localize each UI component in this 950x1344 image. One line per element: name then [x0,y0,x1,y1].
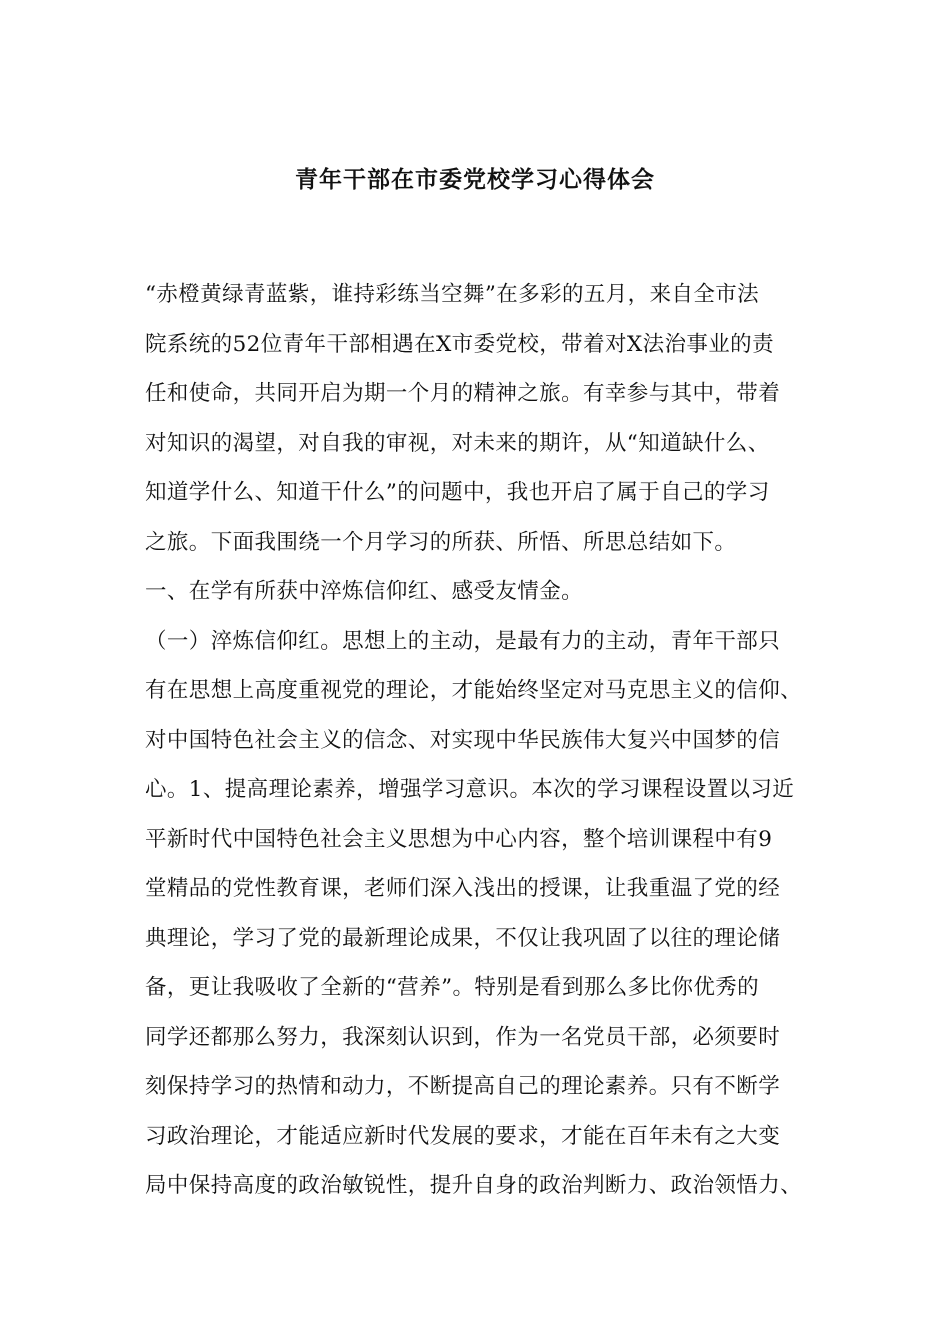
body-line: 之旅。下面我围绕一个月学习的所获、所悟、所思总结如下。 [145,529,737,555]
body-line: 有在思想上高度重视党的理论，才能始终坚定对马克思主义的信仰、 [145,678,803,703]
section-heading: 一、在学有所获中淬炼信仰红、感受友情金。 [145,579,584,604]
body-line: 院系统的52位青年干部相遇在X市委党校，带着对X法治事业的责 [145,331,774,357]
document-body [145,278,825,1219]
body-line: “赤橙黄绿青蓝紫，谁持彩练当空舞”在多彩的五月，来自全市法 [145,282,760,307]
body-line: 知道学什么、知道干什么”的问题中，我也开启了属于自己的学习 [145,480,770,505]
body-line: 对中国特色社会主义的信念、对实现中华民族伟大复兴中国梦的信 [145,727,781,753]
body-line: 任和使命，共同开启为期一个月的精神之旅。有幸参与其中，带着 [145,381,781,406]
document-title: 青年干部在市委党校学习心得体会 [295,166,655,193]
body-line: 堂精品的党性教育课，老师们深入浅出的授课，让我重温了党的经 [145,876,781,901]
body-line: （一）淬炼信仰红。思想上的主动，是最有力的主动，青年干部只 [145,628,781,654]
body-line: 平新时代中国特色社会主义思想为中心内容，整个培训课程中有9 [145,826,773,852]
body-line: 局中保持高度的政治敏锐性，提升自身的政治判断力、政治领悟力、 [145,1173,803,1198]
body-line: 同学还都那么努力，我深刻认识到，作为一名党员干部，必须要时 [145,1024,781,1050]
body-line: 刻保持学习的热情和动力，不断提高自己的理论素养。只有不断学 [145,1074,781,1099]
body-line: 典理论，学习了党的最新理论成果，不仅让我巩固了以往的理论储 [145,925,781,951]
body-line: 心。1、提高理论素养，增强学习意识。本次的学习课程设置以习近 [145,777,795,802]
body-line: 习政治理论，才能适应新时代发展的要求，才能在百年未有之大变 [145,1123,781,1149]
body-line: 对知识的渴望，对自我的审视，对未来的期许，从“知道缺什么、 [145,430,770,456]
body-line: 备，更让我吸收了全新的“营养”。特别是看到那么多比你优秀的 [145,975,760,1000]
